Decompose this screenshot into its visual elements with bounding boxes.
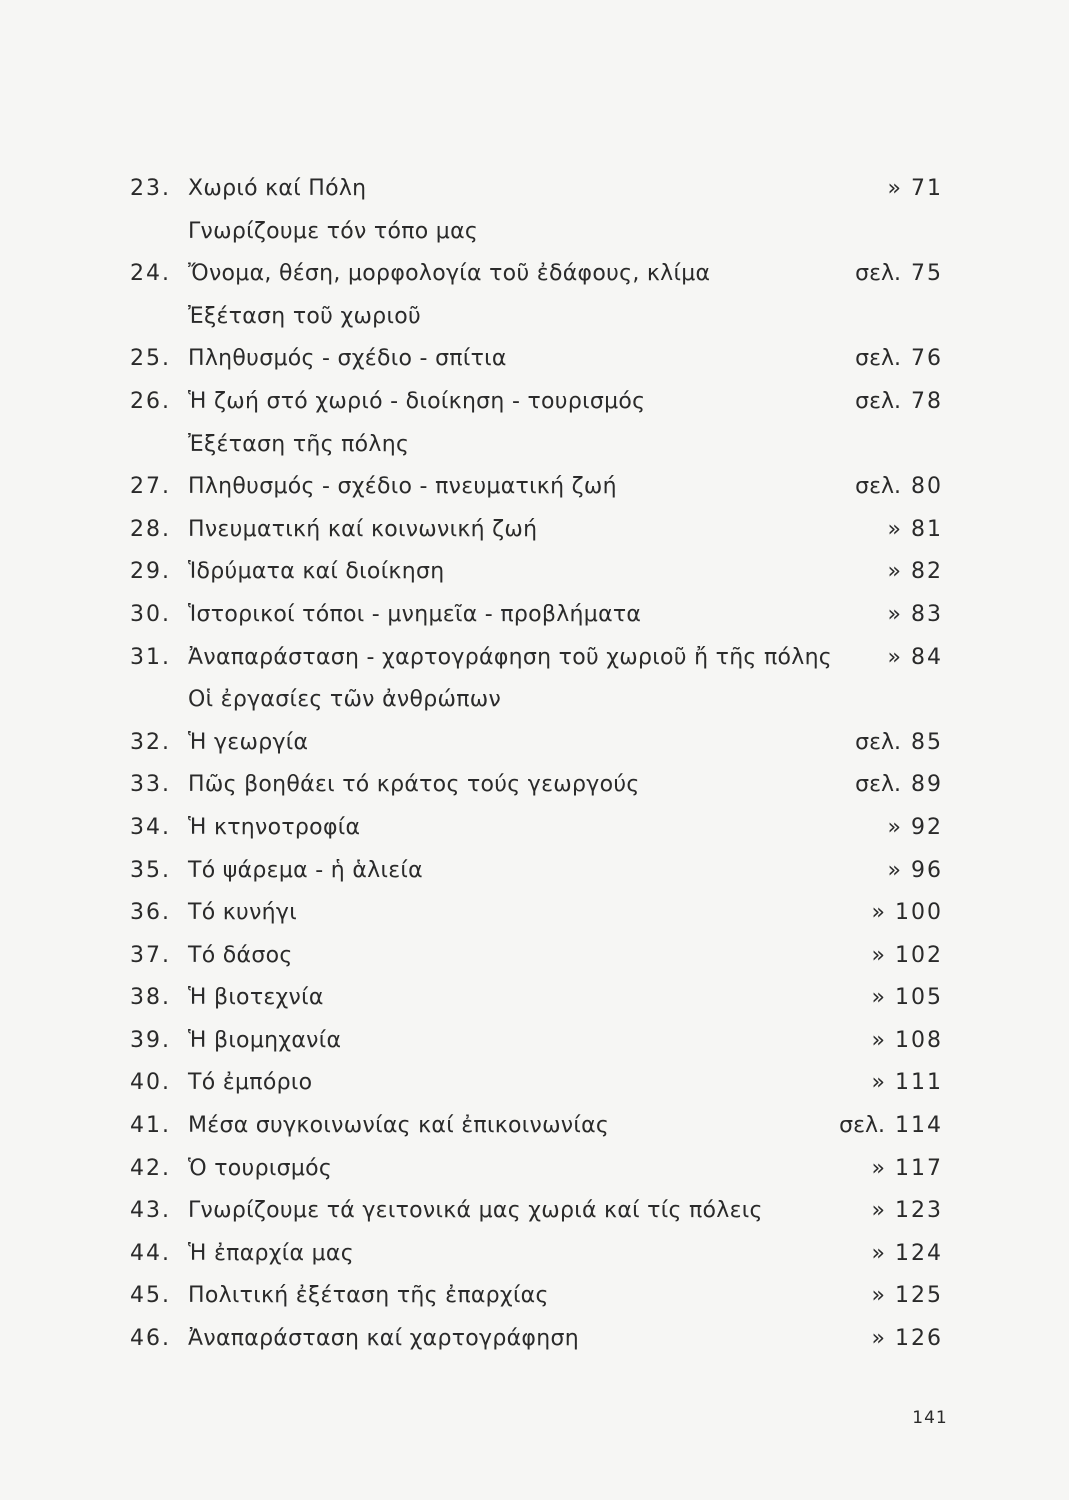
toc-entry-title: Τό δάσος (188, 942, 293, 968)
toc-entry-page-ref (872, 1241, 943, 1266)
toc-entry-number: 44. (130, 1240, 171, 1266)
toc-entry-page-prefix: » (887, 559, 901, 585)
toc-entry-page-ref (888, 559, 943, 584)
toc-entry-page-number: 96 (911, 857, 943, 883)
toc-entry-page-ref (855, 730, 943, 755)
toc-entry-page-ref (872, 1028, 943, 1053)
toc-entry-number: 36. (130, 900, 171, 926)
toc-entry-number: 40. (130, 1070, 171, 1096)
toc-entry-page-ref (888, 602, 943, 627)
toc-entry-title: Ὄνομα, θέση, μορφολογία τοῦ ἐδάφους, κλίμα (188, 261, 711, 287)
toc-entry (0, 894, 1069, 937)
toc-entry (0, 340, 1069, 383)
toc-entry-title: Πολιτική ἐξέταση τῆς ἐπαρχίας (188, 1283, 549, 1309)
toc-entry (0, 383, 1069, 426)
toc-entry-page-number: 102 (895, 942, 943, 968)
toc-entry-title: Ἡ κτηνοτροφία (188, 814, 361, 840)
toc-entry-title: Ἱστορικοί τόποι - μνημεῖα - προβλήματα (188, 601, 642, 627)
toc-entry (0, 766, 1069, 809)
toc-entry (0, 1150, 1069, 1193)
toc-entry-page-ref (839, 1113, 943, 1138)
toc-entry-number: 24. (130, 261, 171, 287)
toc-entry-number: 23. (130, 176, 171, 201)
toc-entry-page-number: 100 (895, 900, 943, 926)
toc-entry-page-number: 82 (911, 559, 943, 585)
toc-entry-page-ref (872, 1198, 943, 1223)
toc-entry-number: 33. (130, 772, 171, 798)
toc-entry-title: Πῶς βοηθάει τό κράτος τούς γεωργούς (188, 772, 640, 798)
toc-entry-page-ref (888, 645, 943, 670)
toc-entry-number: 28. (130, 516, 171, 542)
toc-entry-number: 29. (130, 559, 171, 585)
toc-entry (0, 1107, 1069, 1150)
toc-entry (0, 553, 1069, 596)
toc-entry-number: 37. (130, 942, 171, 968)
toc-entry-page-number: 78 (911, 388, 943, 414)
toc-entry (0, 1277, 1069, 1320)
toc-entry-title: Χωριό καί Πόλη (188, 176, 367, 201)
toc-section-heading (0, 681, 1069, 724)
toc-entry-page-prefix: σελ. (855, 346, 901, 372)
toc-entry-number: 43. (130, 1198, 171, 1224)
toc-entry-title: Πληθυσμός - σχέδιο - πνευματική ζωή (188, 474, 617, 500)
toc-entry-page-ref (855, 474, 943, 499)
toc-entry (0, 979, 1069, 1022)
toc-entry-page-prefix: » (871, 1027, 885, 1053)
toc-entry (0, 596, 1069, 639)
toc-entry-title: Ἡ ἐπαρχία μας (188, 1240, 354, 1266)
toc-entry-page-number: 89 (911, 772, 943, 798)
toc-entry-page-prefix: » (871, 1198, 885, 1224)
toc-entry-title: Ὁ τουρισμός (188, 1155, 333, 1181)
toc-entry-page-prefix: » (887, 601, 901, 627)
toc-entry-number: 45. (130, 1283, 171, 1309)
toc-entry-title: Γνωρίζουμε τά γειτονικά μας χωριά καί τίς πόλεις (188, 1198, 763, 1224)
toc-entry-page-ref (872, 900, 943, 925)
toc-entry-page-ref (855, 772, 943, 797)
toc-entry-number: 34. (130, 814, 171, 840)
toc-entry-page-prefix: σελ. (855, 261, 901, 287)
toc-section-title: Ἐξέταση τοῦ χωριοῦ (188, 303, 421, 329)
toc-entry-title: Πνευματική καί κοινωνική ζωή (188, 516, 538, 542)
toc-entry-page-number: 111 (895, 1070, 943, 1096)
toc-entry (0, 511, 1069, 554)
toc-entry-page-number: 83 (911, 601, 943, 627)
toc-section-heading (0, 213, 1069, 256)
table-of-contents (0, 170, 1069, 1363)
toc-entry-page-number: 124 (895, 1240, 943, 1266)
toc-entry (0, 1022, 1069, 1065)
toc-entry-number: 30. (130, 601, 171, 627)
toc-entry-page-number: 85 (911, 729, 943, 755)
toc-entry-page-number: 117 (895, 1155, 943, 1181)
toc-entry-number: 38. (130, 985, 171, 1011)
toc-entry-page-prefix: » (871, 985, 885, 1011)
toc-entry-page-prefix: σελ. (855, 729, 901, 755)
toc-entry-page-number: 75 (911, 261, 943, 287)
toc-entry-page-ref (888, 858, 943, 883)
toc-entry-page-prefix: » (871, 1070, 885, 1096)
toc-entry-page-ref (872, 943, 943, 968)
toc-entry-page-number: 71 (911, 176, 943, 201)
toc-entry-number: 25. (130, 346, 171, 372)
toc-entry-title: Ἡ γεωργία (188, 729, 309, 755)
toc-entry-page-number: 92 (911, 814, 943, 840)
toc-entry-title: Ἡ βιοτεχνία (188, 985, 324, 1011)
toc-entry-page-ref (872, 1283, 943, 1308)
toc-entry-title: Τό ἐμπόριο (188, 1070, 313, 1096)
toc-entry (0, 468, 1069, 511)
toc-entry-page-ref (855, 346, 943, 371)
toc-entry-page-prefix: » (871, 942, 885, 968)
toc-entry-page-prefix: » (871, 900, 885, 926)
toc-entry-page-number: 126 (895, 1326, 943, 1352)
toc-entry-title: Μέσα συγκοινωνίας καί ἐπικοινωνίας (188, 1113, 610, 1139)
toc-entry-number: 27. (130, 474, 171, 500)
toc-entry-page-number: 80 (911, 474, 943, 500)
toc-entry-page-number: 108 (895, 1027, 943, 1053)
toc-entry-number: 41. (130, 1113, 171, 1139)
toc-entry-title: Ἡ ζωή στό χωριό - διοίκηση - τουρισμός (188, 388, 646, 414)
toc-entry-page-prefix: » (871, 1240, 885, 1266)
toc-entry-title: Ἀναπαράσταση καί χαρτογράφηση (188, 1326, 579, 1352)
toc-entry-page-prefix: » (887, 814, 901, 840)
toc-entry (0, 255, 1069, 298)
toc-entry-page-number: 105 (895, 985, 943, 1011)
toc-entry (0, 170, 1069, 213)
toc-entry-number: 46. (130, 1326, 171, 1352)
toc-entry-number: 32. (130, 729, 171, 755)
toc-entry-page-prefix: » (871, 1283, 885, 1309)
toc-entry-number: 31. (130, 644, 171, 670)
toc-entry-page-ref (855, 389, 943, 414)
toc-entry-title: Τό ψάρεμα - ἡ ἁλιεία (188, 857, 423, 883)
toc-entry-page-prefix: » (887, 176, 901, 201)
toc-entry-page-prefix: σελ. (839, 1113, 885, 1139)
toc-entry-page-prefix: σελ. (855, 474, 901, 500)
toc-entry-page-number: 123 (895, 1198, 943, 1224)
toc-entry (0, 1064, 1069, 1107)
page-number: 141 (912, 1408, 948, 1428)
toc-section-title: Οἱ ἐργασίες τῶν ἀνθρώπων (188, 687, 502, 713)
toc-entry-number: 26. (130, 388, 171, 414)
toc-entry (0, 724, 1069, 767)
toc-entry (0, 1192, 1069, 1235)
toc-section-heading (0, 298, 1069, 341)
toc-entry-page-number: 84 (911, 644, 943, 670)
toc-entry (0, 852, 1069, 895)
toc-entry-title: Ἱδρύματα καί διοίκηση (188, 559, 445, 585)
toc-entry-page-prefix: σελ. (855, 388, 901, 414)
toc-entry-title: Ἡ βιομηχανία (188, 1027, 342, 1053)
toc-entry (0, 639, 1069, 682)
toc-entry-page-ref (872, 1156, 943, 1181)
toc-entry-page-number: 81 (911, 516, 943, 542)
toc-entry (0, 1235, 1069, 1278)
toc-entry-page-number: 114 (895, 1113, 943, 1139)
toc-entry-page-ref (872, 985, 943, 1010)
toc-entry-number: 35. (130, 857, 171, 883)
toc-entry-number: 39. (130, 1027, 171, 1053)
toc-entry-page-ref (888, 176, 943, 201)
toc-entry-page-ref (855, 261, 943, 286)
toc-entry-page-prefix: » (871, 1155, 885, 1181)
toc-entry-page-prefix: » (887, 857, 901, 883)
toc-entry-page-prefix: » (871, 1326, 885, 1352)
toc-entry (0, 1320, 1069, 1363)
toc-entry-title: Πληθυσμός - σχέδιο - σπίτια (188, 346, 507, 372)
toc-entry (0, 809, 1069, 852)
toc-entry-page-number: 125 (895, 1283, 943, 1309)
toc-entry-page-ref (872, 1326, 943, 1351)
toc-entry-page-prefix: σελ. (855, 772, 901, 798)
toc-entry-page-prefix: » (887, 644, 901, 670)
toc-section-heading (0, 426, 1069, 469)
toc-entry-title: Τό κυνήγι (188, 900, 297, 926)
toc-entry-page-ref (872, 1070, 943, 1095)
toc-entry-page-ref (888, 815, 943, 840)
toc-section-title: Ἐξέταση τῆς πόλης (188, 431, 410, 457)
toc-section-title: Γνωρίζουμε τόν τόπο μας (188, 218, 479, 244)
toc-entry-number: 42. (130, 1155, 171, 1181)
toc-entry-page-prefix: » (887, 516, 901, 542)
toc-entry (0, 937, 1069, 980)
toc-entry-title: Ἀναπαράσταση - χαρτογράφηση τοῦ χωριοῦ ἤ τῆς πόλης (188, 644, 833, 670)
toc-entry-page-number: 76 (911, 346, 943, 372)
toc-entry-page-ref (888, 517, 943, 542)
